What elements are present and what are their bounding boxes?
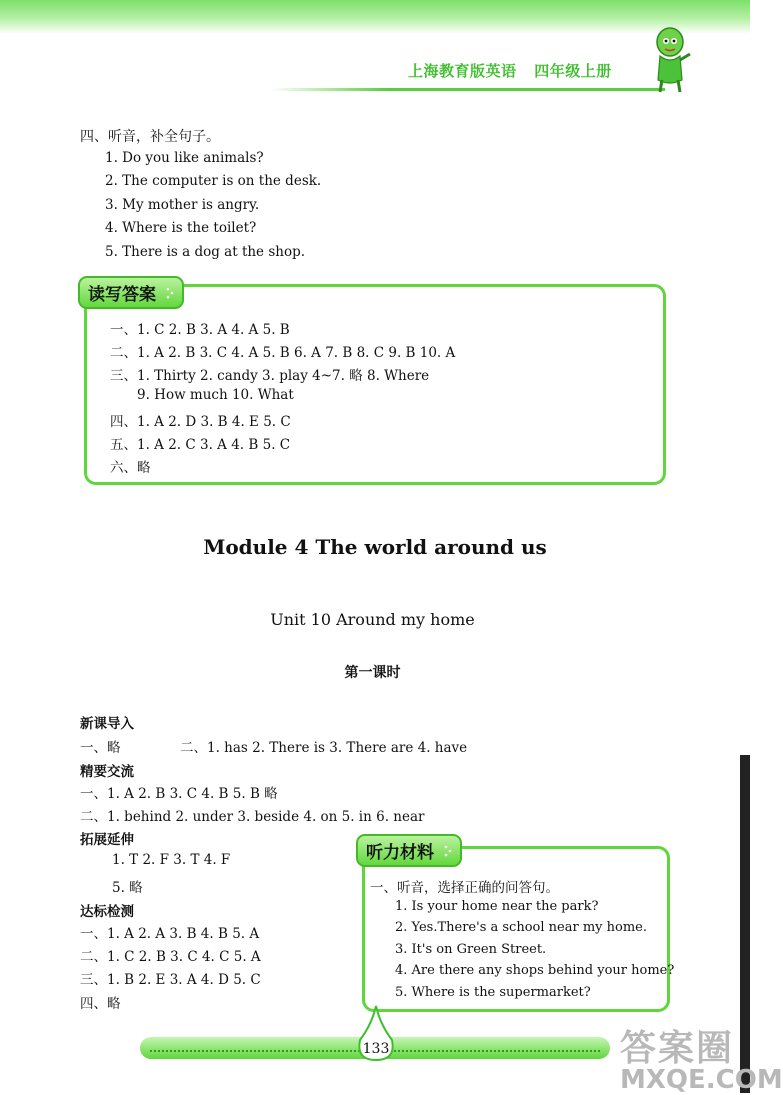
lesson-title: 第一课时 xyxy=(344,665,401,681)
list-item: 1. Do you like animals? xyxy=(105,150,264,166)
exchange-heading: 精要交流 xyxy=(80,764,134,780)
listening-box-item: 3. It's on Green Street. xyxy=(395,942,547,957)
listening-box-item: 1. Is your home near the park? xyxy=(395,899,599,914)
reading-answer-line: 二、1. A 2. B 3. C 4. A 5. B 6. A 7. B 8. C 9. B 10. A xyxy=(110,345,456,361)
extend-line: 5. 略 xyxy=(112,880,143,896)
extend-heading: 拓展延伸 xyxy=(80,832,134,848)
intro-heading: 新课导入 xyxy=(80,716,134,732)
intro-part1: 一、略 xyxy=(80,740,121,756)
listening-box-heading: 一、听音，选择正确的问答句。 xyxy=(370,880,559,896)
test-line: 四、略 xyxy=(80,996,121,1012)
listening-box-item: 5. Where is the supermarket? xyxy=(395,985,591,1000)
listening-box-item: 4. Are there any shops behind your home? xyxy=(395,963,675,978)
reading-answers-tab xyxy=(78,276,184,309)
test-line: 三、1. B 2. E 3. A 4. D 5. C xyxy=(80,972,261,988)
intro-part2: 二、1. has 2. There is 3. There are 4. have xyxy=(180,740,468,756)
test-heading: 达标检测 xyxy=(80,904,134,920)
unit-title: Unit 10 Around my home xyxy=(270,610,475,629)
list-item: 4. Where is the toilet? xyxy=(105,220,257,236)
reading-tab-label: 读写答案 xyxy=(88,285,156,305)
exchange-line: 二、1. behind 2. under 3. beside 4. on 5. in 6. near xyxy=(80,809,425,825)
test-line: 二、1. C 2. B 3. C 4. C 5. A xyxy=(80,949,261,965)
reading-answer-line: 五、1. A 2. C 3. A 4. B 5. C xyxy=(110,437,291,453)
arrow-dots-icon xyxy=(444,845,454,857)
grade-label: 四年级上册 xyxy=(534,62,612,80)
page-number: 133 xyxy=(362,1041,390,1057)
test-line: 一、1. A 2. A 3. B 4. B 5. A xyxy=(80,926,260,942)
reading-answer-line: 一、1. C 2. B 3. A 4. A 5. B xyxy=(110,322,290,338)
listening-box-item: 2. Yes.There's a school near my home. xyxy=(395,920,647,935)
book-title: 上海教育版英语 xyxy=(408,62,517,80)
reading-answers-box xyxy=(84,284,666,485)
list-item: 2. The computer is on the desk. xyxy=(105,173,322,189)
list-item: 3. My mother is angry. xyxy=(105,197,260,213)
mascot-icon xyxy=(648,24,694,96)
reading-answer-line: 四、1. A 2. D 3. B 4. E 5. C xyxy=(110,414,291,430)
page-header xyxy=(408,60,624,81)
extend-line: 1. T 2. F 3. T 4. F xyxy=(112,852,231,868)
listening-tab-label: 听力材料 xyxy=(366,843,434,863)
reading-answer-line: 9. How much 10. What xyxy=(137,387,294,403)
top-gradient-band xyxy=(0,0,750,34)
exchange-line: 一、1. A 2. B 3. C 4. B 5. B 略 xyxy=(80,786,278,802)
watermark xyxy=(620,1020,783,1095)
reading-answer-line: 六、略 xyxy=(110,460,151,476)
watermark-url: MXQE.COM xyxy=(620,1065,783,1095)
header-rule xyxy=(270,88,665,91)
listening-heading: 四、听音，补全句子。 xyxy=(80,129,220,145)
reading-answer-line: 三、1. Thirty 2. candy 3. play 4~7. 略 8. Where xyxy=(110,368,430,384)
listening-material-tab xyxy=(356,834,462,867)
watermark-logo-text: 答案圈 xyxy=(620,1028,735,1069)
list-item: 5. There is a dog at the shop. xyxy=(105,244,306,260)
module-title: Module 4 The world around us xyxy=(203,535,547,559)
arrow-dots-icon xyxy=(166,287,176,299)
